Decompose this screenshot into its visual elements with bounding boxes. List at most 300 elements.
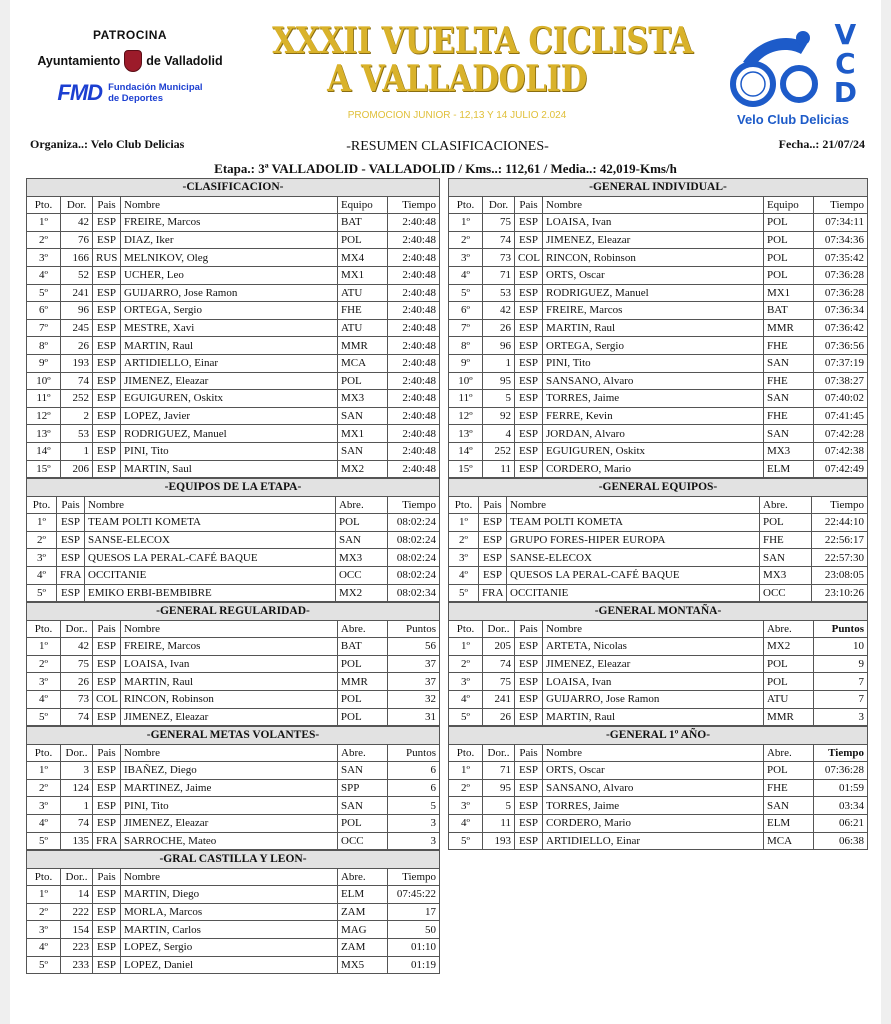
- table-row: [27, 390, 440, 408]
- table-cell: SAN: [763, 425, 813, 443]
- column-header: Pais: [515, 196, 543, 214]
- table-cell: LOPEZ, Javier: [121, 407, 338, 425]
- table-cell: ESP: [93, 407, 121, 425]
- column-header: Pais: [93, 196, 121, 214]
- table-cell: 75: [483, 673, 515, 691]
- table-row: [27, 514, 440, 532]
- table-row: [449, 460, 868, 478]
- table-cell: ATU: [337, 319, 387, 337]
- stage-info: Etapa.: 3ª VALLADOLID - VALLADOLID / Kms..: 112,61 / Media..: 42,019-Kms/h: [214, 161, 677, 176]
- table-cell: MARTINEZ, Jaime: [121, 779, 338, 797]
- table-cell: LOPEZ, Sergio: [121, 938, 338, 956]
- column-header: Pais: [93, 868, 121, 886]
- column-header: Pais: [93, 620, 121, 638]
- general-regularidad-table: [26, 602, 440, 726]
- table-cell: LOAISA, Ivan: [543, 673, 764, 691]
- table-cell: ESP: [515, 407, 543, 425]
- table-cell: IBAÑEZ, Diego: [121, 762, 338, 780]
- column-header: Puntos: [388, 744, 440, 762]
- table-cell: MELNIKOV, Oleg: [121, 249, 338, 267]
- table-cell: 07:42:28: [813, 425, 867, 443]
- table-cell: 42: [483, 302, 515, 320]
- table-cell: ESP: [93, 302, 121, 320]
- table-cell: MX1: [337, 425, 387, 443]
- table-cell: 92: [483, 407, 515, 425]
- table-cell: ESP: [515, 762, 543, 780]
- table-row: [27, 779, 440, 797]
- column-header: Tiempo: [387, 496, 439, 514]
- table-cell: 07:36:28: [813, 762, 867, 780]
- table-cell: ESP: [479, 549, 507, 567]
- table-cell: 2: [61, 407, 93, 425]
- column-header: Nombre: [121, 196, 338, 214]
- table-cell: 3º: [27, 549, 57, 567]
- table-row: [27, 354, 440, 372]
- table-cell: ESP: [93, 284, 121, 302]
- table-row: [27, 886, 440, 904]
- table-cell: 01:59: [813, 779, 867, 797]
- table-row: [449, 231, 868, 249]
- table-cell: 2:40:48: [387, 249, 439, 267]
- summary-title: -RESUMEN CLASIFICACIONES-: [346, 139, 549, 154]
- header-row: [449, 744, 868, 762]
- table-cell: 2º: [27, 655, 61, 673]
- table-cell: ESP: [479, 514, 507, 532]
- table-cell: ESP: [93, 956, 121, 974]
- column-header: Nombre: [121, 620, 338, 638]
- column-header: Pto.: [449, 196, 483, 214]
- table-cell: 3º: [449, 673, 483, 691]
- column-header: Puntos: [387, 620, 439, 638]
- column-header: Pto.: [449, 496, 479, 514]
- table-cell: EMIKO ERBI-BEMBIBRE: [85, 584, 336, 602]
- table-cell: MMR: [763, 319, 813, 337]
- table-cell: 07:36:42: [813, 319, 867, 337]
- general-montana-table: [448, 602, 868, 726]
- table-cell: EGUIGUREN, Oskitx: [121, 390, 338, 408]
- table-cell: MARTIN, Diego: [121, 886, 338, 904]
- table-cell: PINI, Tito: [121, 442, 338, 460]
- club-letter-d: D: [833, 76, 857, 109]
- table-cell: 95: [483, 779, 515, 797]
- table-cell: ATU: [763, 690, 813, 708]
- table-cell: 95: [483, 372, 515, 390]
- table-cell: 1º: [27, 762, 61, 780]
- table-cell: 2:40:48: [387, 390, 439, 408]
- table-cell: 2:40:48: [387, 354, 439, 372]
- table-cell: 71: [483, 266, 515, 284]
- table-cell: SAN: [763, 354, 813, 372]
- table-cell: JIMENEZ, Eleazar: [121, 814, 338, 832]
- section-title: -GENERAL REGULARIDAD-: [27, 603, 440, 621]
- table-cell: 4º: [27, 266, 61, 284]
- table-cell: 3º: [27, 797, 61, 815]
- table-cell: 8º: [27, 337, 61, 355]
- table-cell: ESP: [515, 655, 543, 673]
- table-cell: 56: [387, 638, 439, 656]
- table-cell: LOAISA, Ivan: [121, 655, 338, 673]
- table-cell: UCHER, Leo: [121, 266, 338, 284]
- table-row: [27, 319, 440, 337]
- table-cell: 2º: [449, 655, 483, 673]
- table-cell: MX3: [760, 566, 812, 584]
- table-row: [27, 372, 440, 390]
- table-cell: LOAISA, Ivan: [543, 214, 764, 232]
- table-cell: SAN: [338, 762, 388, 780]
- column-header: Pto.: [449, 620, 483, 638]
- table-cell: SARROCHE, Mateo: [121, 832, 338, 850]
- ayuntamiento-logo: [30, 50, 230, 72]
- table-cell: 3: [388, 814, 440, 832]
- column-header: Dor..: [483, 620, 515, 638]
- table-cell: 74: [61, 708, 93, 726]
- table-cell: GUIJARRO, Jose Ramon: [121, 284, 338, 302]
- table-cell: ESP: [57, 584, 85, 602]
- table-cell: 37: [387, 655, 439, 673]
- column-header: Abre.: [338, 744, 388, 762]
- table-cell: ESP: [515, 442, 543, 460]
- column-header: Pais: [93, 744, 121, 762]
- table-cell: ZAM: [337, 903, 387, 921]
- table-row: [449, 442, 868, 460]
- table-cell: 10º: [449, 372, 483, 390]
- table-cell: SANSANO, Alvaro: [543, 372, 764, 390]
- table-cell: RODRIGUEZ, Manuel: [121, 425, 338, 443]
- table-cell: 08:02:24: [387, 566, 439, 584]
- table-cell: 75: [483, 214, 515, 232]
- table-row: [27, 337, 440, 355]
- table-cell: ARTIDIELLO, Einar: [121, 354, 338, 372]
- table-cell: ESP: [93, 319, 121, 337]
- table-cell: 2:40:48: [387, 337, 439, 355]
- table-cell: MX2: [763, 638, 813, 656]
- table-row: [27, 266, 440, 284]
- column-header: Equipo: [337, 196, 387, 214]
- table-cell: ESP: [93, 779, 121, 797]
- table-cell: 3º: [27, 673, 61, 691]
- section-title-row: [449, 603, 868, 621]
- table-cell: 11: [483, 460, 515, 478]
- table-row: [449, 814, 868, 832]
- header-row: [449, 620, 868, 638]
- table-cell: ELM: [763, 460, 813, 478]
- table-cell: 1º: [449, 762, 483, 780]
- table-cell: 12º: [27, 407, 61, 425]
- equipos-etapa-table: [26, 478, 440, 602]
- table-cell: ESP: [479, 531, 507, 549]
- table-cell: 75: [61, 655, 93, 673]
- table-cell: 42: [61, 638, 93, 656]
- table-cell: POL: [338, 814, 388, 832]
- table-row: [449, 549, 868, 567]
- table-row: [449, 319, 868, 337]
- table-row: [27, 566, 440, 584]
- table-cell: 223: [61, 938, 93, 956]
- table-cell: ESP: [515, 354, 543, 372]
- table-cell: FERRE, Kevin: [543, 407, 764, 425]
- table-cell: 12º: [449, 407, 483, 425]
- table-cell: MX3: [763, 442, 813, 460]
- table-cell: 07:36:56: [813, 337, 867, 355]
- table-cell: ESP: [93, 886, 121, 904]
- table-cell: ESP: [515, 638, 543, 656]
- section-title-row: [27, 851, 440, 869]
- table-cell: SAN: [337, 442, 387, 460]
- section-title: -GRAL CASTILLA Y LEON-: [27, 851, 440, 869]
- table-cell: 07:41:45: [813, 407, 867, 425]
- organizer: Organiza..: Velo Club Delicias: [30, 137, 185, 151]
- race-title-block: [242, 20, 693, 121]
- table-row: [27, 673, 440, 691]
- table-cell: FREIRE, Marcos: [121, 638, 338, 656]
- table-cell: COL: [93, 690, 121, 708]
- table-cell: ESP: [515, 266, 543, 284]
- table-cell: 14: [61, 886, 93, 904]
- column-header: Pais: [515, 620, 543, 638]
- section-title-row: [27, 179, 440, 197]
- column-header: Pto.: [449, 744, 483, 762]
- general-equipos-block: [448, 478, 868, 602]
- table-cell: MX2: [335, 584, 387, 602]
- table-cell: SAN: [763, 390, 813, 408]
- table-cell: ORTS, Oscar: [543, 266, 764, 284]
- table-cell: 1º: [449, 214, 483, 232]
- table-row: [27, 690, 440, 708]
- section-title-row: [27, 727, 440, 745]
- table-cell: 74: [61, 372, 93, 390]
- table-cell: 96: [61, 302, 93, 320]
- section-title-row: [449, 727, 868, 745]
- table-cell: FHE: [760, 531, 812, 549]
- table-cell: 3º: [27, 921, 61, 939]
- table-cell: FHE: [763, 407, 813, 425]
- table-cell: POL: [760, 514, 812, 532]
- table-cell: 74: [483, 231, 515, 249]
- table-cell: 4º: [27, 814, 61, 832]
- table-cell: MX3: [337, 390, 387, 408]
- column-header: Pais: [57, 496, 85, 514]
- table-cell: MARTIN, Raul: [543, 319, 764, 337]
- column-header: Nombre: [121, 868, 338, 886]
- table-cell: FRA: [57, 566, 85, 584]
- table-cell: SAN: [337, 407, 387, 425]
- table-row: [27, 956, 440, 974]
- table-cell: POL: [337, 231, 387, 249]
- table-cell: POL: [337, 655, 387, 673]
- table-cell: 2º: [27, 903, 61, 921]
- table-cell: 32: [387, 690, 439, 708]
- table-cell: 03:34: [813, 797, 867, 815]
- table-cell: 07:45:22: [387, 886, 439, 904]
- table-row: [449, 797, 868, 815]
- table-cell: ELM: [763, 814, 813, 832]
- table-cell: 71: [483, 762, 515, 780]
- table-cell: 1º: [27, 638, 61, 656]
- table-cell: 222: [61, 903, 93, 921]
- table-cell: 07:36:28: [813, 284, 867, 302]
- table-cell: 4º: [27, 566, 57, 584]
- table-cell: 15º: [27, 460, 61, 478]
- table-row: [449, 514, 868, 532]
- table-cell: MX4: [337, 249, 387, 267]
- table-cell: MCA: [763, 832, 813, 850]
- table-cell: 07:35:42: [813, 249, 867, 267]
- section-title: -EQUIPOS DE LA ETAPA-: [27, 479, 440, 497]
- table-row: [27, 407, 440, 425]
- table-cell: 166: [61, 249, 93, 267]
- column-header: Tiempo: [812, 496, 868, 514]
- table-cell: QUESOS LA PERAL-CAFÉ BAQUE: [85, 549, 336, 567]
- table-row: [449, 832, 868, 850]
- table-cell: MMR: [763, 708, 813, 726]
- table-cell: COL: [515, 249, 543, 267]
- table-row: [449, 566, 868, 584]
- table-cell: TORRES, Jaime: [543, 797, 764, 815]
- general-primer-ano-table: [448, 726, 868, 850]
- table-row: [449, 407, 868, 425]
- table-cell: 06:38: [813, 832, 867, 850]
- table-cell: ESP: [93, 337, 121, 355]
- results-sheet: [10, 0, 881, 1024]
- table-cell: RUS: [93, 249, 121, 267]
- table-cell: ESP: [93, 708, 121, 726]
- table-cell: 6º: [27, 302, 61, 320]
- table-cell: ESP: [515, 284, 543, 302]
- column-header: Abre.: [763, 744, 813, 762]
- table-cell: 2:40:48: [387, 266, 439, 284]
- table-cell: 9º: [449, 354, 483, 372]
- table-cell: ORTS, Oscar: [543, 762, 764, 780]
- general-metas-volantes-block: [26, 726, 440, 850]
- table-cell: 13º: [27, 425, 61, 443]
- table-row: [449, 779, 868, 797]
- table-cell: 193: [61, 354, 93, 372]
- table-cell: 2º: [27, 531, 57, 549]
- table-cell: 2:40:48: [387, 442, 439, 460]
- table-row: [27, 708, 440, 726]
- table-cell: 73: [61, 690, 93, 708]
- column-header: Dor.: [61, 196, 93, 214]
- table-cell: 2º: [449, 531, 479, 549]
- table-cell: 5º: [449, 284, 483, 302]
- table-cell: SAN: [763, 797, 813, 815]
- column-header: Abre.: [760, 496, 812, 514]
- table-cell: 3: [61, 762, 93, 780]
- table-cell: 50: [387, 921, 439, 939]
- equipos-etapa-block: [26, 478, 440, 602]
- table-cell: 22:56:17: [812, 531, 868, 549]
- table-cell: RINCON, Robinson: [543, 249, 764, 267]
- table-cell: 11º: [27, 390, 61, 408]
- table-cell: 01:10: [387, 938, 439, 956]
- table-cell: POL: [763, 231, 813, 249]
- table-cell: 9º: [27, 354, 61, 372]
- table-row: [449, 531, 868, 549]
- table-cell: MARTIN, Raul: [121, 673, 338, 691]
- column-header: Abre.: [335, 496, 387, 514]
- table-cell: 5º: [27, 956, 61, 974]
- table-cell: ESP: [515, 425, 543, 443]
- column-header: Pto.: [27, 868, 61, 886]
- section-title: -GENERAL METAS VOLANTES-: [27, 727, 440, 745]
- table-cell: RODRIGUEZ, Manuel: [543, 284, 764, 302]
- table-cell: ESP: [515, 690, 543, 708]
- table-cell: ESP: [515, 673, 543, 691]
- table-cell: ESP: [515, 372, 543, 390]
- table-cell: MX2: [337, 460, 387, 478]
- table-row: [27, 214, 440, 232]
- table-cell: 23:10:26: [812, 584, 868, 602]
- table-cell: 2:40:48: [387, 214, 439, 232]
- table-cell: 3º: [449, 549, 479, 567]
- table-cell: JIMENEZ, Eleazar: [121, 708, 338, 726]
- race-title-line2: A VALLADOLID: [327, 58, 587, 100]
- table-cell: POL: [337, 708, 387, 726]
- table-cell: ESP: [515, 814, 543, 832]
- header-row: [27, 744, 440, 762]
- table-row: [27, 814, 440, 832]
- table-cell: 5: [388, 797, 440, 815]
- table-cell: MESTRE, Xavi: [121, 319, 338, 337]
- table-cell: OCC: [338, 832, 388, 850]
- table-cell: ESP: [93, 372, 121, 390]
- table-cell: 26: [483, 708, 515, 726]
- table-cell: 13º: [449, 425, 483, 443]
- general-primer-ano-block: [448, 726, 868, 850]
- section-title: -GENERAL 1º AÑO-: [449, 727, 868, 745]
- table-row: [449, 214, 868, 232]
- table-cell: ESP: [57, 549, 85, 567]
- table-cell: 3º: [449, 797, 483, 815]
- table-cell: 2º: [27, 231, 61, 249]
- table-row: [449, 425, 868, 443]
- table-row: [449, 372, 868, 390]
- table-cell: ESP: [515, 337, 543, 355]
- table-cell: ESP: [515, 319, 543, 337]
- column-header: Tiempo: [387, 196, 439, 214]
- column-header: Pto.: [27, 496, 57, 514]
- table-cell: ESP: [93, 921, 121, 939]
- table-cell: SAN: [338, 797, 388, 815]
- table-row: [449, 584, 868, 602]
- table-row: [449, 708, 868, 726]
- table-cell: 233: [61, 956, 93, 974]
- table-cell: 2:40:48: [387, 231, 439, 249]
- table-cell: 2:40:48: [387, 460, 439, 478]
- table-row: [449, 266, 868, 284]
- table-row: [449, 390, 868, 408]
- table-cell: 1º: [449, 638, 483, 656]
- table-cell: 4º: [449, 814, 483, 832]
- table-cell: 2:40:48: [387, 284, 439, 302]
- table-cell: 07:42:38: [813, 442, 867, 460]
- table-cell: 07:37:19: [813, 354, 867, 372]
- table-cell: 2º: [449, 231, 483, 249]
- table-row: [449, 284, 868, 302]
- column-header: Nombre: [507, 496, 760, 514]
- table-cell: 14º: [449, 442, 483, 460]
- table-cell: 4º: [449, 266, 483, 284]
- section-title-row: [449, 479, 868, 497]
- column-header: Abre.: [337, 868, 387, 886]
- sponsor-block: [30, 28, 230, 106]
- table-cell: 4: [483, 425, 515, 443]
- table-cell: PINI, Tito: [543, 354, 764, 372]
- table-cell: OCC: [760, 584, 812, 602]
- table-cell: 06:21: [813, 814, 867, 832]
- table-cell: ESP: [515, 832, 543, 850]
- table-row: [27, 249, 440, 267]
